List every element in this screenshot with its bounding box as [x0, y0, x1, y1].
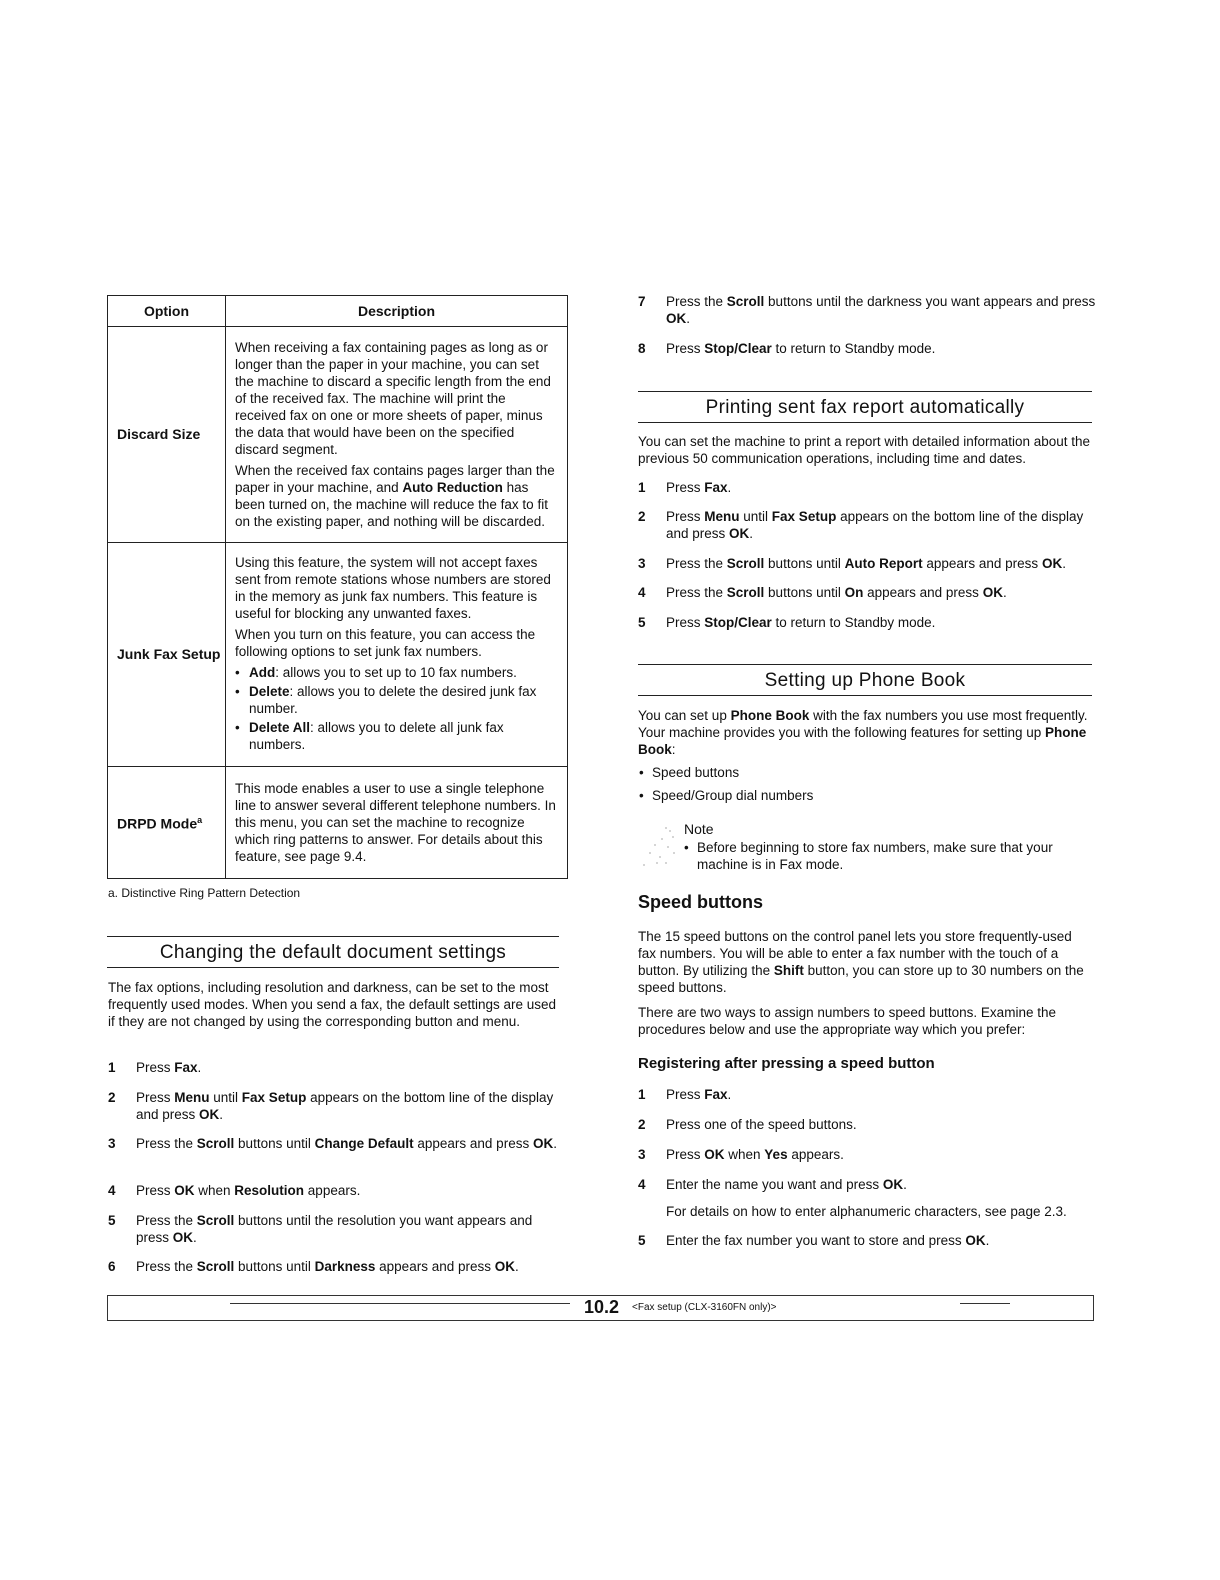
step-item: 8 Press Stop/Clear to return to Standby mode. [638, 341, 936, 356]
footer-rule [960, 1303, 1010, 1304]
description-text: This mode enables a user to use a single telephone line to answer several different telephone numbers. In this menu, you can set the machine to recognize which ring patterns to answer. For details about this feature, see page 9.4. [235, 781, 556, 864]
footer-rule [230, 1303, 570, 1304]
step-item: 4 Press the Scroll buttons until On appears and press OK. [638, 585, 1007, 600]
table-footnote: a. Distinctive Ring Pattern Detection [108, 886, 301, 900]
step-item: 3 Press OK when Yes appears. [638, 1147, 844, 1162]
footnote-marker: a [197, 815, 203, 826]
step-item: 3 Press the Scroll buttons until Change Default appears and press OK. [108, 1136, 557, 1151]
note-title: Note [684, 821, 714, 837]
step-item: 7 Press the Scroll buttons until the darkness you want appears and press OK. [638, 294, 1096, 326]
table-row [108, 767, 568, 879]
step-item: 1 Press Fax. [638, 480, 732, 495]
header-description: Description [226, 296, 568, 327]
option-drpd-mode: DRPD Mode$^a$ [108, 767, 226, 879]
step-item: 2 Press Menu until Fax Setup appears on the bottom line of the display and press OK. [638, 509, 1084, 541]
list-item: • Speed buttons [639, 764, 1092, 781]
list-item: • Delete All: allows you to delete all junk fax numbers. [235, 719, 557, 753]
chapter-title: <Fax setup (CLX-3160FN only)> [632, 1302, 777, 1313]
step-item: 2 Press one of the speed buttons. [638, 1117, 857, 1132]
description-cell [226, 767, 568, 879]
header-option: Option [108, 296, 226, 327]
page-number: 10.2 [584, 1297, 620, 1317]
list-item: • Delete: allows you to delete the desired junk fax number. [235, 683, 557, 717]
note-text: • Before beginning to store fax numbers, make sure that your machine is in Fax mode. [684, 839, 1097, 873]
section-heading-fax-report: Printing sent fax report automatically [638, 391, 1092, 423]
step-detail: For details on how to enter alphanumeric characters, see page 2.3. [666, 1204, 1067, 1219]
description-text: When the received fax contains pages larger than the paper in your machine, and Auto Reduction has been turned on, the machine will reduce the fax to fit on the existing paper, and nothing will be discarded. [235, 463, 555, 529]
list-item: • Speed/Group dial numbers [639, 787, 1092, 804]
section-intro: The fax options, including resolution and darkness, can be set to the most frequently used modes. When you send a fax, the default settings are used if they are not changed by using the corresponding button and menu. [108, 980, 557, 1029]
section-heading-phone-book: Setting up Phone Book [638, 664, 1092, 696]
list-item: • Add: allows you to set up to 10 fax numbers. [235, 664, 557, 681]
table-row [108, 543, 568, 767]
step-item: 1 Press Fax. [638, 1087, 732, 1102]
subheading-registering: Registering after pressing a speed button [638, 1055, 935, 1072]
table-row [108, 327, 568, 543]
step-item: 3 Press the Scroll buttons until Auto Report appears and press OK. [638, 556, 1066, 571]
options-table [107, 295, 568, 879]
step-item: 4 Press OK when Resolution appears. [108, 1183, 361, 1198]
option-junk-fax-setup: Junk Fax Setup [108, 543, 226, 767]
description-text: When you turn on this feature, you can access the following options to set junk fax numbers. [235, 627, 536, 659]
description-text: Using this feature, the system will not accept faxes sent from remote stations whose numbers are stored in the memory as junk fax numbers. This feature is useful for blocking any unwanted faxes. [235, 555, 551, 621]
step-item: 5 Press Stop/Clear to return to Standby mode. [638, 615, 936, 630]
step-item: 6 Press the Scroll buttons until Darkness appears and press OK. [108, 1259, 519, 1274]
step-item: 1 Press Fax. [108, 1060, 202, 1075]
section-heading-default-settings: Changing the default document settings [107, 936, 559, 968]
step-item: 2 Press Menu until Fax Setup appears on the bottom line of the display and press OK. [108, 1090, 554, 1122]
speed-buttons-paragraph: The 15 speed buttons on the control panel lets you store frequently-used fax numbers. You will be able to enter a fax number with the touch of a button. By utilizing the Shift button, you can store up to 30 numbers on the speed buttons. [638, 929, 1084, 995]
description-text: When receiving a fax containing pages as long as or longer than the paper in your machine, you can set the machine to discard a specific length from the end of the received fax. The machine will print the received fax on one or more sheets of paper, minus the data that would have been on the specified discard segment. [235, 340, 551, 457]
note-icon [640, 823, 678, 869]
step-item: 5 Press the Scroll buttons until the resolution you want appears and press OK. [108, 1213, 533, 1245]
subheading-speed-buttons: Speed buttons [638, 892, 763, 912]
table-header-row [108, 296, 568, 327]
speed-buttons-paragraph: There are two ways to assign numbers to speed buttons. Examine the procedures below and use the appropriate way which you prefer: [638, 1005, 1056, 1037]
description-cell [226, 327, 568, 543]
step-item: 5 Enter the fax number you want to store and press OK. [638, 1233, 990, 1248]
description-cell [226, 543, 568, 767]
option-discard-size: Discard Size [108, 327, 226, 543]
section-intro: You can set up Phone Book with the fax numbers you use most frequently. Your machine provides you with the following features for setting up Phone Book: [638, 708, 1088, 757]
section-intro: You can set the machine to print a report with detailed information about the previous 50 communication operations, including time and dates. [638, 434, 1091, 466]
step-item: 4 Enter the name you want and press OK. [638, 1177, 907, 1192]
